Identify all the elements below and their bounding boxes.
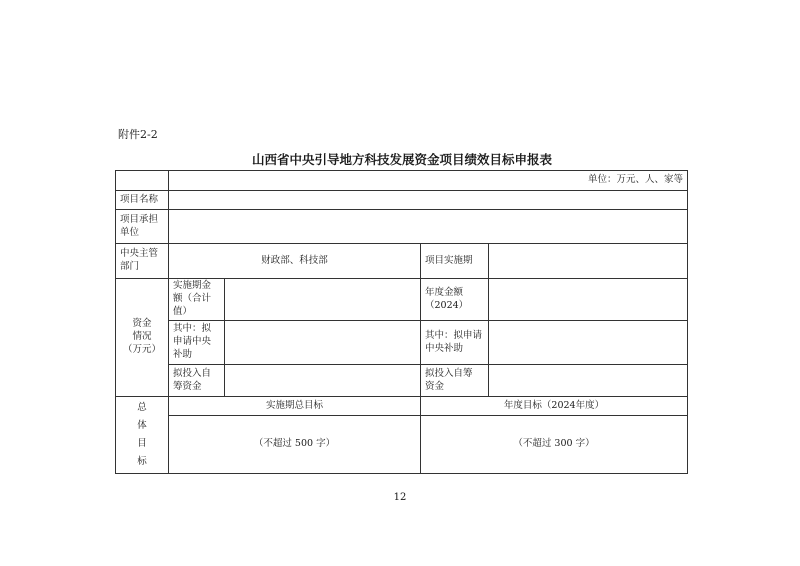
unit-note-blank — [116, 171, 169, 191]
total-impl-amount-field[interactable] — [225, 279, 421, 321]
annual-amount-label: 年度金额 （2024） — [421, 279, 489, 321]
form-title: 山西省中央引导地方科技发展资金项目绩效目标申报表 — [251, 152, 552, 167]
annex-label: 附件2-2 — [118, 128, 158, 141]
undertaker-field[interactable] — [169, 210, 688, 244]
impl-period-label: 项目实施期 — [421, 244, 489, 279]
self-funds-impl-field[interactable] — [225, 365, 421, 397]
central-subsidy-annual-label: 其中：拟申请 中央补助 — [421, 321, 489, 365]
impl-goal-field[interactable]: （不超过 500 字） — [169, 416, 421, 474]
central-subsidy-annual-field[interactable] — [489, 321, 688, 365]
self-funds-annual-label: 拟投入自筹 资金 — [421, 365, 489, 397]
overall-goals-label: 总 体 目 标 — [116, 397, 169, 474]
central-subsidy-impl-field[interactable] — [225, 321, 421, 365]
self-funds-annual-field[interactable] — [489, 365, 688, 397]
annual-goal-field[interactable]: （不超过 300 字） — [421, 416, 688, 474]
total-impl-amount-label: 实施期金 额（合计 值） — [169, 279, 225, 321]
project-name-label: 项目名称 — [116, 191, 169, 210]
central-dept-label: 中央主管 部门 — [116, 244, 169, 279]
impl-goal-header: 实施期总目标 — [169, 397, 421, 416]
annual-goal-header: 年度目标（2024年度） — [421, 397, 688, 416]
page-number: 12 — [393, 492, 407, 503]
annual-amount-field[interactable] — [489, 279, 688, 321]
project-name-field[interactable] — [169, 191, 688, 210]
performance-goal-form — [115, 170, 688, 474]
undertaker-label: 项目承担 单位 — [116, 210, 169, 244]
impl-period-field[interactable] — [489, 244, 688, 279]
self-funds-impl-label: 拟投入自 筹资金 — [169, 365, 225, 397]
funds-label: 资金 情况 （万元） — [116, 279, 169, 397]
central-subsidy-impl-label: 其中：拟 申请中央 补助 — [169, 321, 225, 365]
unit-note: 单位：万元、人、家等 — [169, 171, 688, 191]
central-dept-value: 财政部、科技部 — [169, 244, 421, 279]
